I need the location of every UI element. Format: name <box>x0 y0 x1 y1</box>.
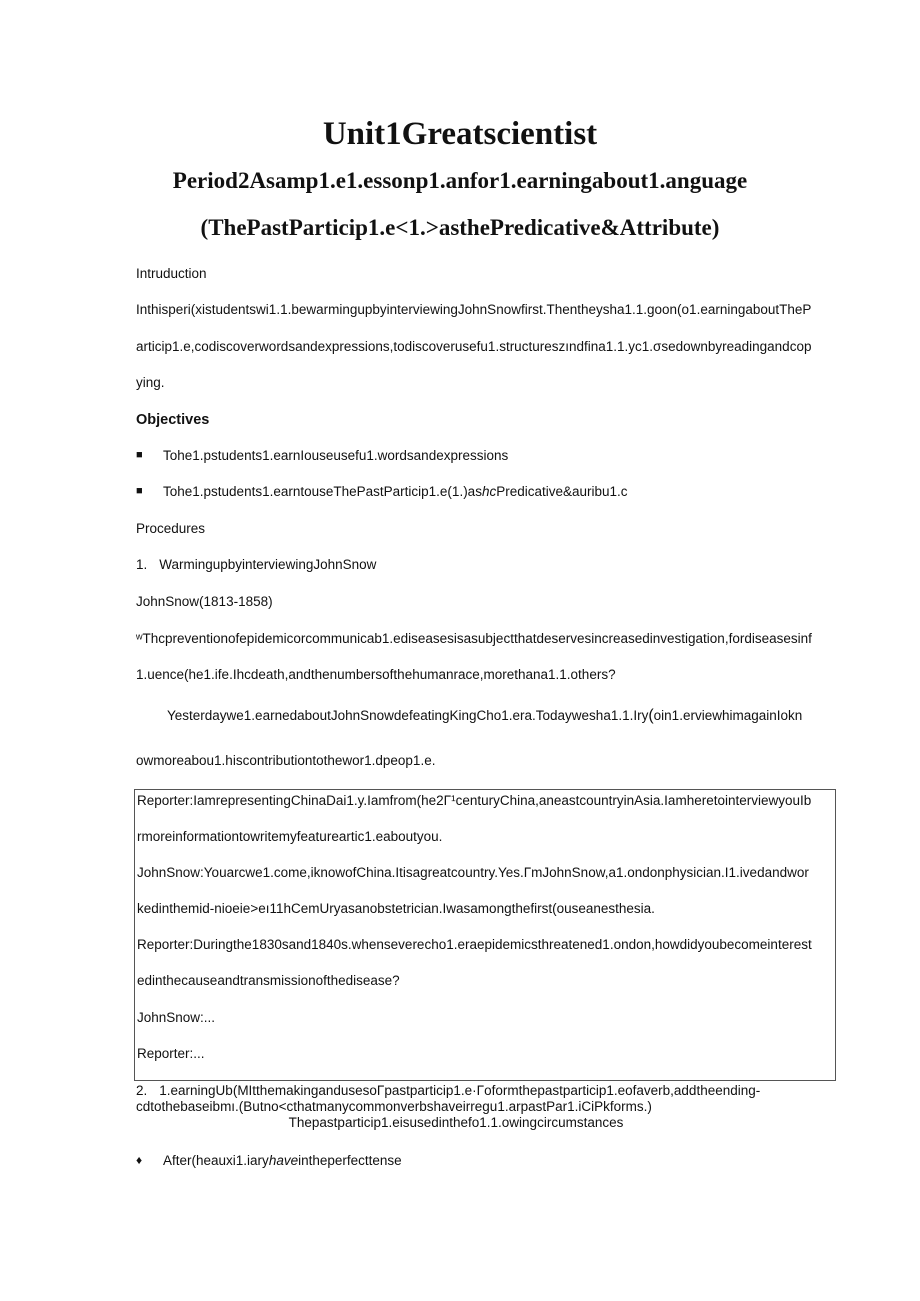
step-1-number: 1. <box>136 557 148 572</box>
dialogue-line-1: Reporter:IamrepresentingChinaDai1.y.Iamfrom(he2Γ¹centuryChina,aneastcountryinAsia.IamheretointerviewyouIb <box>137 793 812 808</box>
topic-title: (ThePastParticip1.e<1.>asthePredicative&Attribute) <box>200 215 720 240</box>
step-2-bullet-b: have <box>268 1153 299 1168</box>
period-title: Period2Asamp1.e1.essonp1.anfor1.earningabout1.anguage <box>172 168 748 193</box>
step-1 <box>136 556 376 574</box>
dialogue-line-5: Reporter:Duringthe1830sand1840s.whenseverecho1.eraepidemicsthreatened1.ondon,howdidyoubecomeinterest <box>137 937 812 952</box>
unit-title: Unit1Greatscientist <box>322 116 598 152</box>
procedures-heading: Procedures <box>136 521 206 536</box>
dialogue-line-2: rmoreinformationtowritemyfeatureartic1.eaboutyou. <box>137 829 443 844</box>
square-bullet-icon: ■ <box>136 485 143 497</box>
step-2-bullet-a: After(heauxi1.iary <box>163 1153 269 1168</box>
square-bullet-icon: ■ <box>136 449 143 461</box>
step-2-bullet <box>163 1152 402 1170</box>
paragraph-line-1-b: oin1.erviewhimagainIokn <box>653 708 803 723</box>
dialogue-line-6: edinthecauseandtransmissionofthedisease? <box>137 973 400 988</box>
paragraph-line-2: owmoreabou1.hiscontributiontothewor1.dpeop1.e. <box>136 753 436 768</box>
objectives-heading: Objectives <box>136 412 210 428</box>
intro-line-3: ying. <box>136 375 165 390</box>
dialogue-line-3: JohnSnow:Youarcwe1.come,iknowofChina.Itisagreatcountry.Yes.ΓmJohnSnow,a1.ondonphysician.I1.ivedandwor <box>137 865 809 880</box>
quote-line-2: 1.uence(he1.ife.Ihcdeath,andthenumbersofthehumanrace,morethana1.1.others? <box>136 667 616 682</box>
intro-heading: Intruduction <box>136 266 207 281</box>
paragraph-line-1 <box>167 707 802 725</box>
dialogue-line-4: kedinthemid-nioeie>eı11hCemUryasanobstetrician.Iwasamongthefirst(ouseanesthesia. <box>137 901 655 916</box>
paragraph-line-1-a: Yesterdaywe1.earnedaboutJohnSnowdefeatingKingCho1.era.Todaywesha1.1.Iry <box>167 708 649 723</box>
step-2-center-line: Thepastparticip1.eisusedinthefo1.1.owingcircumstances <box>288 1115 624 1130</box>
objective-item-2-c: Predicative&auribu1.c <box>496 484 628 499</box>
interview-dialogue-box <box>134 789 836 1081</box>
objective-item-1: Tohe1.pstudents1.earnIouseusefu1.wordsandexpressions <box>163 448 509 463</box>
paragraph-line-1-paren: ( <box>648 707 654 724</box>
step-2-bullet-c: intheperfecttense <box>298 1153 402 1168</box>
objective-item-2 <box>163 483 628 501</box>
diamond-bullet-icon: ♦ <box>136 1153 143 1167</box>
objective-item-2-a: Tohe1.pstudents1.earntouseThePastParticip1.e(1.)as <box>163 484 482 499</box>
quote-line-1: ʷThcpreventionofepidemicorcommunicab1.ediseasesisasubjectthatdeservesincreasedinvestigation,fordiseasesinf <box>136 631 812 646</box>
step-2-number: 2. <box>136 1083 148 1098</box>
step-1-title: WarmingupbyinterviewingJohnSnow <box>159 557 377 572</box>
intro-line-2: articip1.e,codiscoverwordsandexpressions,todiscoverusefu1.structureszındfina1.1.yc1.σsedownbyreadingandcop <box>136 339 812 354</box>
step-2-line-2: cdtothebaseibmı.(Butno<cthatmanycommonverbshaveirregu1.arpastPar1.iCiPkforms.) <box>136 1099 652 1114</box>
john-snow-years: JohnSnow(1813-1858) <box>136 594 273 609</box>
dialogue-line-7: JohnSnow:... <box>137 1010 216 1025</box>
objective-item-2-b: hc <box>481 484 497 499</box>
dialogue-line-8: Reporter:... <box>137 1046 205 1061</box>
step-2-text-1: 1.earningUb(MItthemakingandusesoΓpastparticip1.e·Γoformthepastparticip1.eofaverb,addtheending- <box>159 1083 761 1098</box>
intro-line-1: Inthisperi(xistudentswi1.1.bewarmingupbyinterviewingJohnSnowfirst.Thentheysha1.1.goon(o1.earningaboutTheP <box>136 302 812 317</box>
